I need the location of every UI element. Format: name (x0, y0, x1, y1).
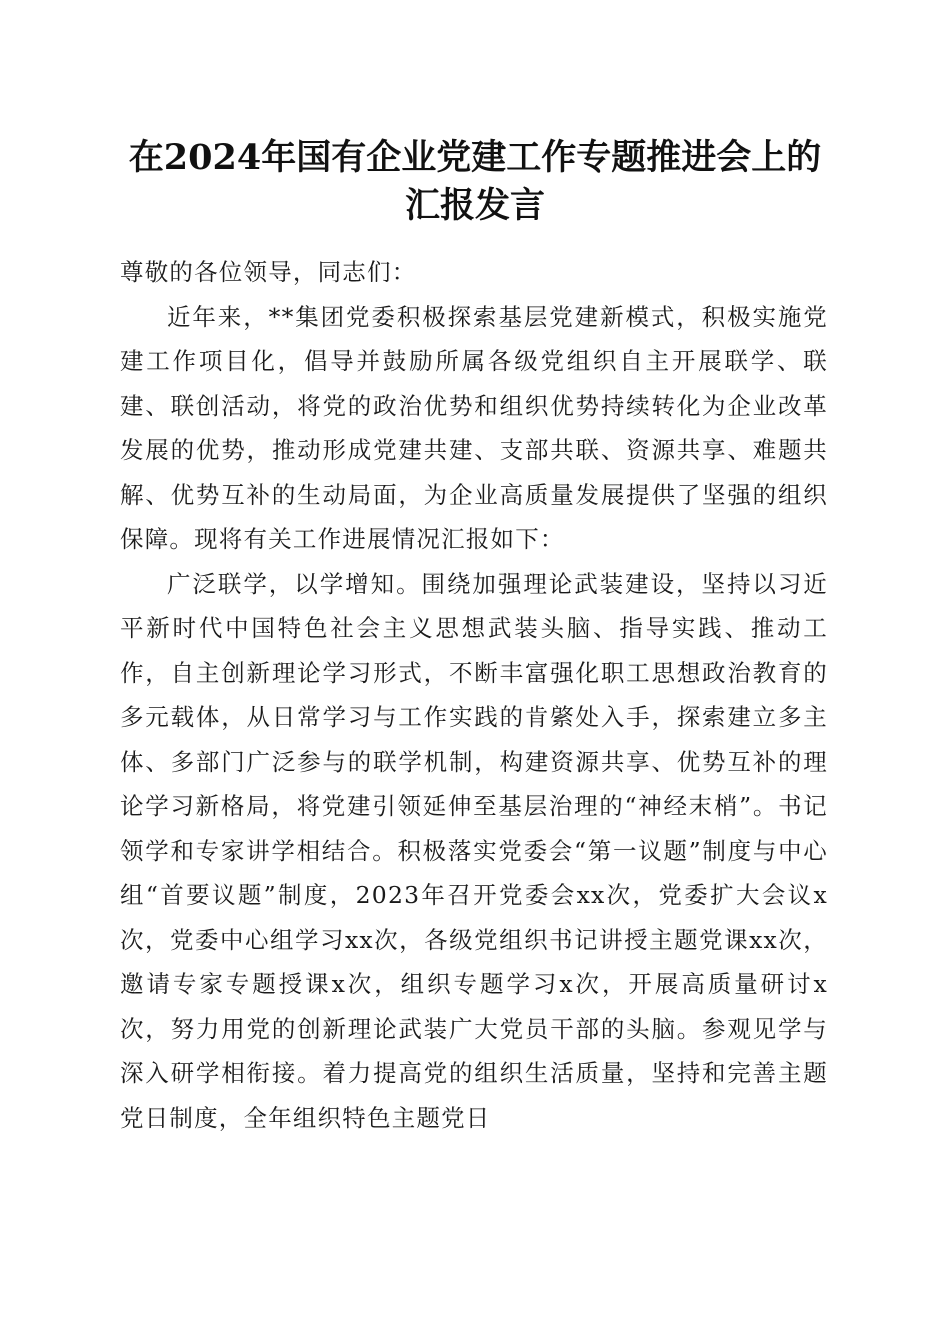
paragraph-joint-study: 广泛联学，以学增知。围绕加强理论武装建设，坚持以习近平新时代中国特色社会主义思想武装头脑、指导实践、推动工作，自主创新理论学习形式，不断丰富强化职工思想政治教育的多元载体，从日常学习与工作实践的肯綮处入手，探索建立多主体、多部门广泛参与的联学机制，构建资源共享、优势互补的理论学习新格局，将党建引领延伸至基层治理的“神经末梢”。书记领学和专家讲学相结合。积极落实党委会“第一议题”制度与中心组“首要议题”制度，2023年召开党委会xx次，党委扩大会议x次，党委中心组学习xx次，各级党组织书记讲授主题党课xx次，邀请专家专题授课x次，组织专题学习x次，开展高质量研讨x次，努力用党的创新理论武装广大党员干部的头脑。参观见学与深入研学相衔接。着力提高党的组织生活质量，坚持和完善主题党日制度，全年组织特色主题党日 (120, 569, 828, 1132)
salutation: 尊敬的各位领导，同志们： (120, 258, 417, 286)
title-line-1: 在2024年国有企业党建工作专题推进会上的 (128, 137, 822, 178)
paragraph-intro: 近年来，**集团党委积极探索基层党建新模式，积极实施党建工作项目化，倡导并鼓励所属各级党组织自主开展联学、联建、联创活动，将党的政治优势和组织优势持续转化为企业改革发展的优势，推动形成党建共建、支部共联、资源共享、难题共解、优势互补的生动局面，为企业高质量发展提供了坚强的组织保障。现将有关工作进展情况汇报如下： (120, 302, 828, 553)
document-body (120, 250, 828, 1140)
document-title (110, 134, 840, 230)
title-line-2: 汇报发言 (404, 185, 545, 226)
